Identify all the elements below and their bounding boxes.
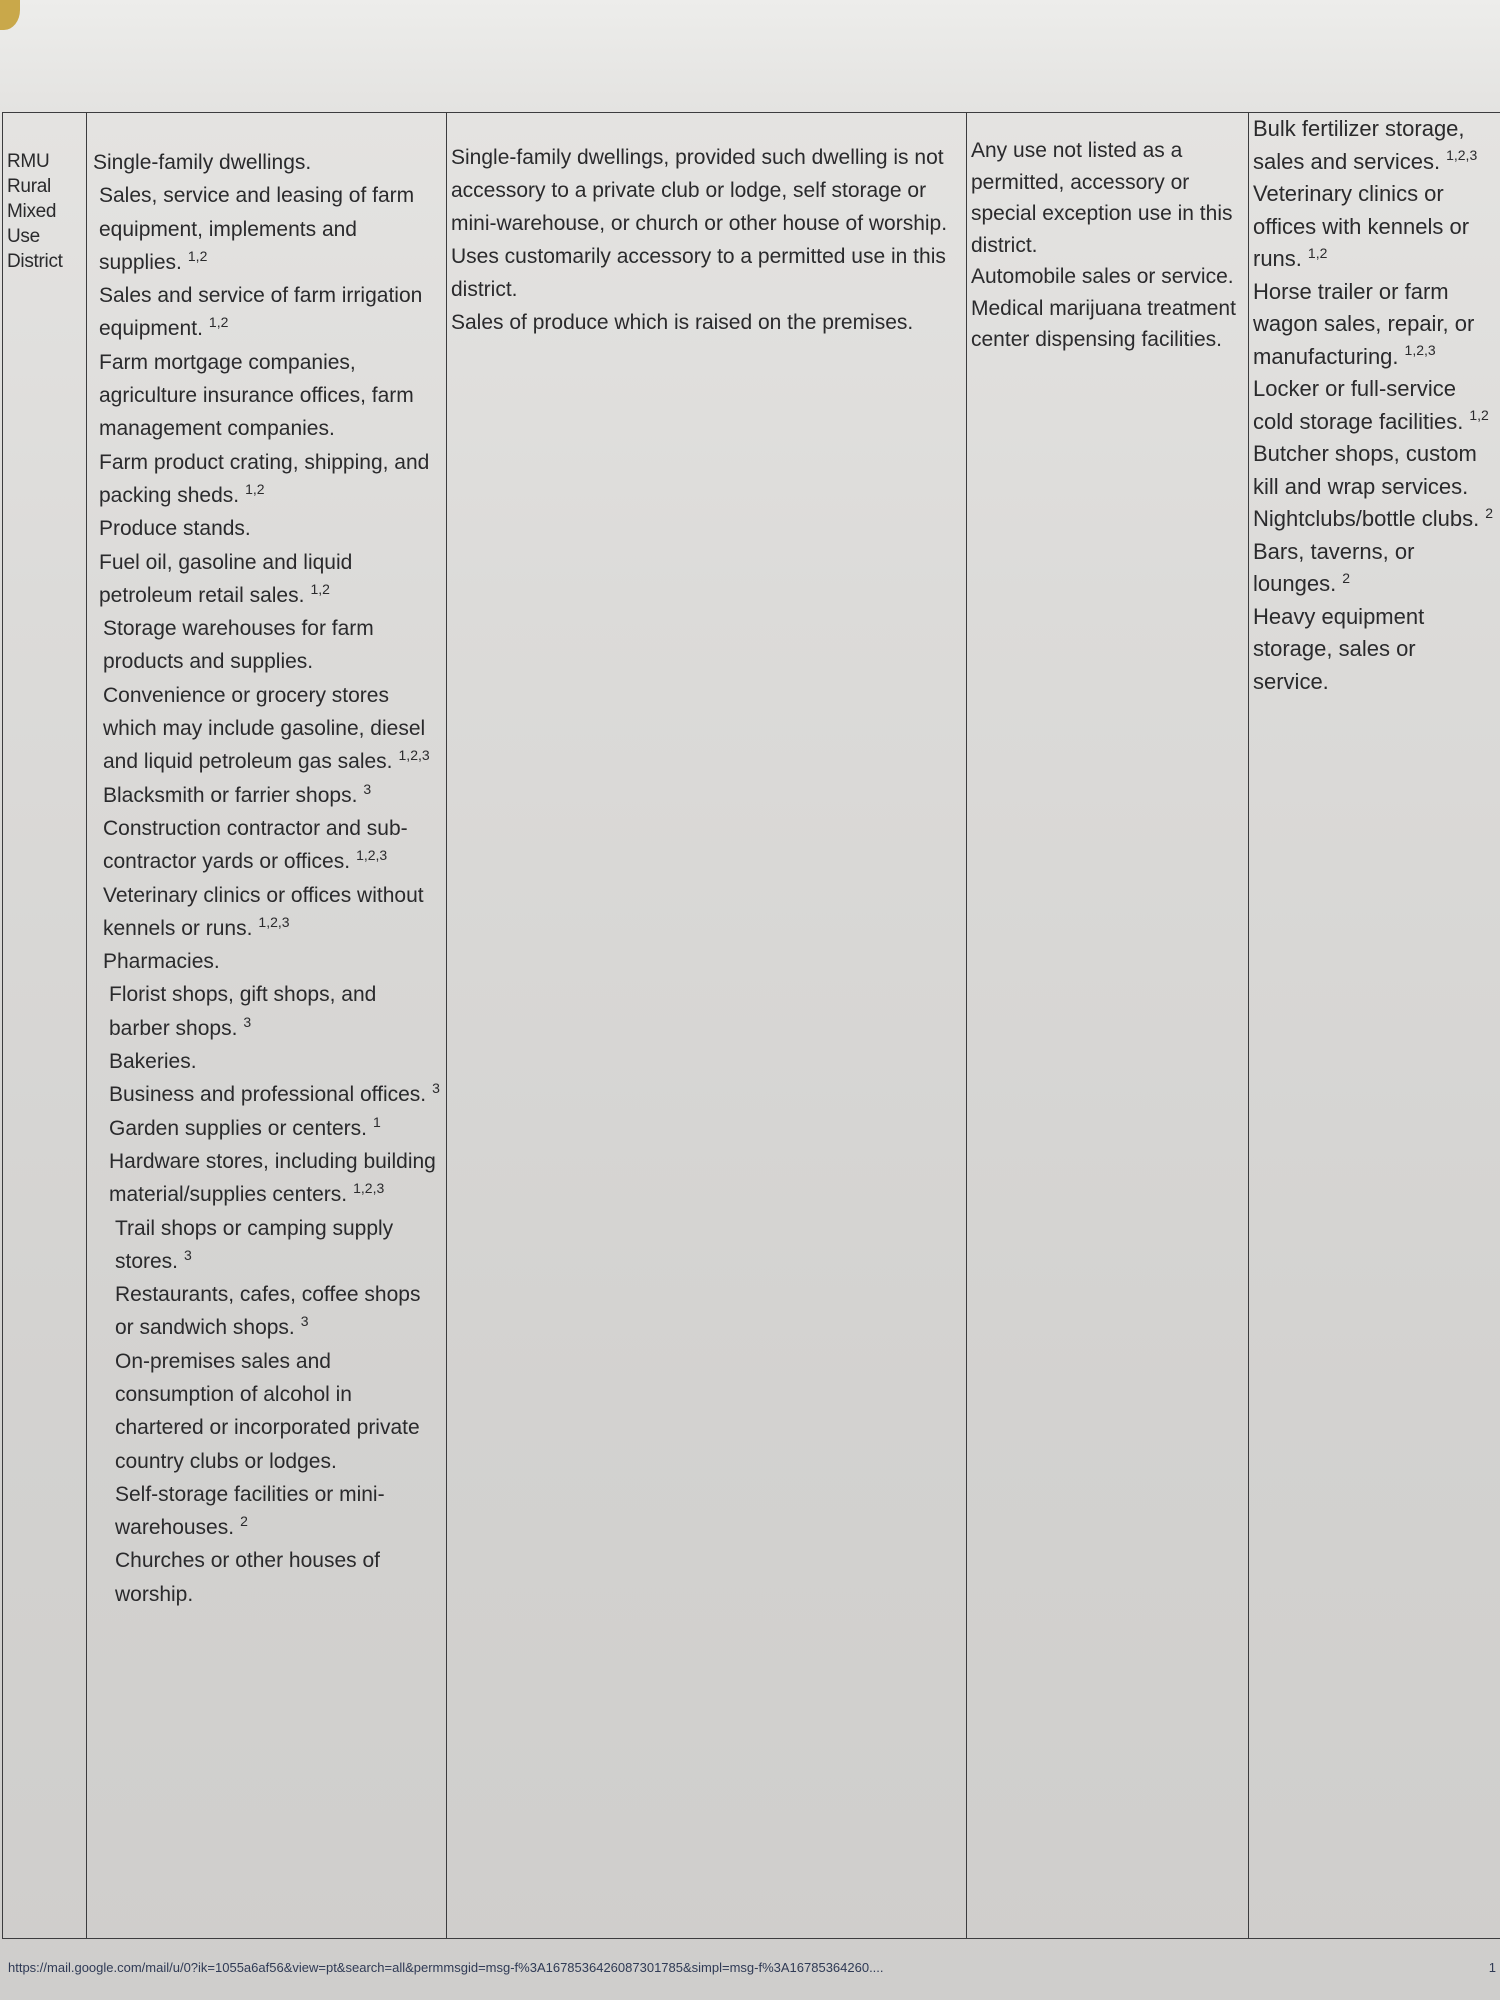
list-item: [93, 1045, 442, 1078]
use-text: Restaurants, cafes, coffee shops or sandwich shops.: [115, 1283, 421, 1340]
list-item: [93, 1145, 442, 1212]
list-item: [93, 812, 442, 879]
use-text: Nightclubs/bottle clubs.: [1253, 506, 1480, 531]
use-text: Blacksmith or farrier shops.: [103, 783, 358, 807]
prohibited-uses-list: [971, 113, 1244, 356]
list-item: [1253, 113, 1496, 178]
list-item: [93, 446, 442, 513]
list-item: [451, 141, 962, 240]
use-text: Florist shops, gift shops, and barber shops.: [109, 983, 377, 1040]
use-text: Sales of produce which is raised on the premises.: [451, 311, 914, 334]
list-item: [1253, 601, 1496, 699]
district-cell: [3, 113, 87, 1939]
use-text: Butcher shops, custom kill and wrap services.: [1253, 441, 1477, 499]
footnote-reference: 1,2: [187, 247, 208, 264]
use-text: Convenience or grocery stores which may include gasoline, diesel and liquid petroleum gas sales.: [103, 683, 426, 774]
footnote-reference: 1,2: [1469, 407, 1489, 424]
footnote-reference: 3: [184, 1246, 192, 1263]
list-item: [93, 978, 442, 1045]
list-item: [1253, 536, 1496, 601]
use-text: Bakeries.: [109, 1050, 197, 1074]
footnote-reference: 1,2: [1307, 244, 1328, 261]
list-item: [93, 1345, 442, 1478]
list-item: [1253, 503, 1496, 536]
list-item: [93, 879, 442, 946]
special-exception-uses-list: [1253, 113, 1496, 698]
footnote-reference: 2: [1485, 504, 1494, 521]
footnote-reference: 2: [1342, 569, 1350, 586]
footnote-reference: 3: [432, 1080, 440, 1097]
footnote-reference: 1,2: [310, 580, 330, 597]
footnote-reference: 1,2,3: [398, 747, 430, 764]
list-item: [93, 1212, 442, 1279]
use-text: On-premises sales and consumption of alcohol in chartered or incorporated private country clubs or lodges.: [115, 1349, 420, 1473]
list-item: [93, 1478, 442, 1545]
district-code: RMU: [7, 151, 50, 172]
list-item: [971, 293, 1244, 356]
district-name-line: Rural: [7, 176, 51, 197]
special-exception-uses-cell: [1249, 113, 1500, 1939]
use-text: Veterinary clinics or offices with kennels or runs.: [1253, 181, 1470, 271]
use-text: Horse trailer or farm wagon sales, repair, or manufacturing.: [1253, 278, 1475, 369]
table-row: [3, 113, 1500, 1939]
use-text: Storage warehouses for farm products and supplies.: [103, 617, 374, 674]
footnote-reference: 1,2,3: [353, 1180, 385, 1197]
list-item: [971, 135, 1244, 261]
use-text: Self-storage facilities or mini-warehouses.: [115, 1482, 385, 1540]
list-item: [93, 779, 442, 812]
footnote-reference: 1,2: [245, 480, 265, 497]
list-item: [93, 612, 442, 679]
district-name-line: Use: [7, 226, 40, 247]
use-text: Medical marijuana treatment center dispensing facilities.: [971, 296, 1236, 351]
use-text: Locker or full-service cold storage facilities.: [1253, 376, 1464, 434]
use-text: Heavy equipment storage, sales or service.: [1253, 603, 1425, 694]
list-item: [93, 279, 442, 346]
use-text: Produce stands.: [99, 517, 251, 541]
use-text: Pharmacies.: [103, 950, 220, 974]
use-text: Farm mortgage companies, agriculture insurance offices, farm management companies.: [99, 350, 414, 441]
use-text: Churches or other houses of worship.: [115, 1549, 380, 1606]
zoning-use-table: [2, 112, 1500, 1939]
page-top-margin: [0, 0, 1500, 110]
footnote-reference: 1: [372, 1113, 381, 1130]
use-text: Fuel oil, gasoline and liquid petroleum retail sales.: [99, 550, 353, 607]
use-text: Business and professional offices.: [109, 1083, 427, 1107]
list-item: [93, 1544, 442, 1611]
accessory-uses-list: [451, 113, 962, 339]
list-item: [93, 945, 442, 978]
footnote-reference: 1,2,3: [1404, 342, 1436, 359]
footnote-reference: 1,2: [208, 314, 229, 331]
list-item: [971, 261, 1244, 293]
use-text: Single-family dwellings, provided such dwelling is not accessory to a private club or lodge, self storage or mini-warehouse, or church or other house of worship.: [451, 146, 948, 235]
district-label: [7, 113, 82, 274]
list-item: [93, 346, 442, 446]
use-text: Any use not listed as a permitted, accessory or special exception use in this district.: [971, 139, 1233, 257]
footnote-reference: 1,2,3: [258, 913, 290, 930]
use-text: Veterinary clinics or offices without kennels or runs.: [103, 883, 424, 940]
use-text: Uses customarily accessory to a permitted use in this district.: [451, 245, 946, 301]
permitted-uses-list: [91, 113, 442, 1611]
district-name-line: Mixed: [7, 201, 57, 222]
list-item: [93, 512, 442, 545]
list-item: [1253, 438, 1496, 503]
use-text: Automobile sales or service.: [971, 265, 1234, 288]
list-item: [93, 1078, 442, 1111]
list-item: [93, 146, 442, 179]
use-text: Hardware stores, including building material/supplies centers.: [109, 1149, 436, 1207]
list-item: [1253, 373, 1496, 438]
list-item: [93, 1112, 442, 1145]
use-text: Construction contractor and sub-contractor yards or offices.: [103, 816, 408, 874]
use-text: Garden supplies or centers.: [109, 1116, 367, 1140]
footnote-reference: 3: [363, 780, 372, 797]
list-item: [93, 1278, 442, 1345]
use-text: Sales and service of farm irrigation equipment.: [99, 284, 423, 341]
use-text: Single-family dwellings.: [93, 151, 312, 174]
footnote-reference: 3: [243, 1013, 252, 1030]
list-item: [93, 679, 442, 779]
district-name-line: District: [7, 251, 63, 272]
accessory-uses-cell: [447, 113, 967, 1939]
print-footer-page-number: 1: [1488, 1960, 1496, 1975]
list-item: [1253, 178, 1496, 276]
use-text: Bars, taverns, or lounges.: [1253, 538, 1415, 596]
permitted-uses-cell: [87, 113, 447, 1939]
use-text: Trail shops or camping supply stores.: [115, 1216, 394, 1273]
list-item: [93, 546, 442, 613]
list-item: [451, 240, 962, 306]
prohibited-uses-cell: [967, 113, 1249, 1939]
list-item: [93, 179, 442, 279]
list-item: [1253, 276, 1496, 374]
print-footer-url: https://mail.google.com/mail/u/0?ik=1055a6af56&view=pt&search=all&permmsgid=msg-f%3A1678536426087301785&simpl=msg-f%3A16785364260....: [8, 1960, 884, 1975]
use-text: Farm product crating, shipping, and packing sheds.: [99, 450, 430, 507]
use-text: Bulk fertilizer storage, sales and services.: [1253, 116, 1465, 174]
footnote-reference: 3: [300, 1313, 309, 1330]
use-text: Sales, service and leasing of farm equipment, implements and supplies.: [99, 184, 415, 274]
list-item: [451, 306, 962, 339]
footnote-reference: 1,2,3: [1446, 147, 1478, 164]
footnote-reference: 1,2,3: [356, 847, 388, 864]
footnote-reference: 2: [240, 1513, 248, 1530]
